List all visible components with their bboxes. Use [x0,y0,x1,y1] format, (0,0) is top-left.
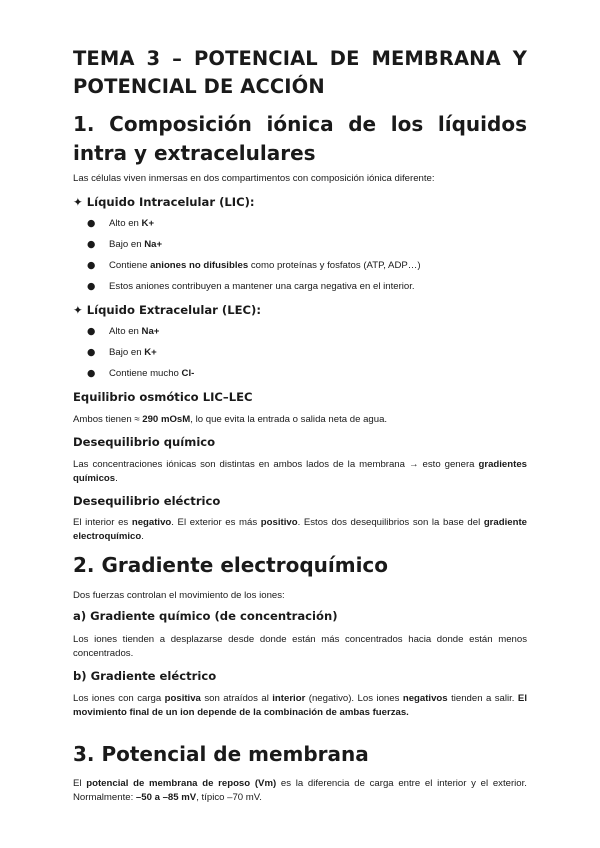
section-3-heading: 3. Potencial de membrana [73,742,369,766]
chemical-imbalance-heading: Desequilibrio químico [73,435,216,449]
lic-item: ● Contiene aniones no difusibles como proteínas y fosfatos (ATP, ADP…) [87,260,421,271]
electrical-imbalance-text: El interior es negativo. El exterior es más positivo. Estos dos desequilibrios son la base del gradiente electroquímico. [73,517,527,542]
section-2-heading: 2. Gradiente electroquímico [73,553,389,577]
membrane-potential-text: El potencial de membrana de reposo (Vm) es la diferencia de carga entre el interior y el exterior. Normalmente: –50 a –85 mV, típico –70 mV. [73,778,527,803]
lec-item: ● Alto en Na+ [87,326,160,337]
chemical-gradient-heading: a) Gradiente químico (de concentración) [73,609,338,623]
lic-item: ● Alto en K+ [87,218,155,229]
chemical-imbalance-text: Las concentraciones iónicas son distintas en ambos lados de la membrana → esto genera gradientes químicos. [73,459,527,484]
lic-item: ● Estos aniones contribuyen a mantener una carga negativa en el interior. [87,281,415,292]
lic-heading: ✦ Líquido Intracelular (LIC): [73,195,255,209]
electrical-imbalance-heading: Desequilibrio eléctrico [73,494,221,508]
electrical-gradient-text: Los iones con carga positiva son atraídos al interior (negativo). Los iones negativos tienden a salir. El movimiento final de un ion depende de la combinación de ambas fuerzas. [73,693,527,718]
lec-heading: ✦ Líquido Extracelular (LEC): [73,303,261,317]
lec-item: ● Bajo en K+ [87,347,157,358]
document-title: TEMA 3 – POTENCIAL DE MEMBRANA Y POTENCIAL DE ACCIÓN [73,47,527,98]
lec-item: ● Contiene mucho Cl- [87,368,195,379]
lic-item: ● Bajo en Na+ [87,239,163,250]
osmotic-heading: Equilibrio osmótico LIC–LEC [73,390,253,404]
section-1-intro: Las células viven inmersas en dos compartimentos con composición iónica diferente: [73,173,435,184]
section-2-intro: Dos fuerzas controlan el movimiento de los iones: [73,590,285,601]
section-1-heading: 1. Composición iónica de los líquidos intra y extracelulares [73,112,527,165]
electrical-gradient-heading: b) Gradiente eléctrico [73,669,217,683]
osmotic-text: Ambos tienen ≈ 290 mOsM, lo que evita la entrada o salida neta de agua. [73,414,388,425]
chemical-gradient-text: Los iones tienden a desplazarse desde donde están más concentrados hacia donde están menos concentrados. [73,634,527,659]
